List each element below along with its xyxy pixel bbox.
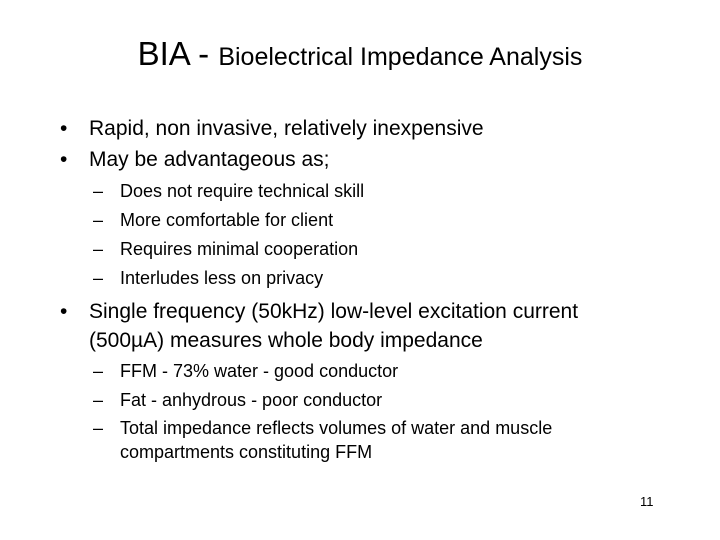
slide-title xyxy=(0,36,720,72)
sub-bullet-text: FFM - 73% water - good conductor xyxy=(120,361,399,381)
sub-bullet-text: Does not require technical skill xyxy=(120,181,365,201)
dash-mark: – xyxy=(93,268,104,288)
bullet-text: Rapid, non invasive, relatively inexpensive xyxy=(89,117,484,140)
dash-mark: – xyxy=(93,210,104,230)
bullet-text-line-1: Single frequency (50kHz) low-level excitation current xyxy=(89,300,579,323)
sub-bullet-text-continuation: compartments constituting FFM xyxy=(120,442,373,462)
title-separator: - xyxy=(188,35,219,72)
dash-mark: – xyxy=(93,361,104,381)
sub-bullet-text: Interludes less on privacy xyxy=(120,268,324,288)
title-full-name: Bioelectrical Impedance Analysis xyxy=(218,43,583,71)
bullet-text: May be advantageous as; xyxy=(89,148,330,171)
bullet-text-line-2: (500µA) measures whole body impedance xyxy=(89,329,483,352)
page-number: 11 xyxy=(640,494,654,509)
bullet-mark: • xyxy=(60,300,68,323)
sub-bullet-text: Fat - anhydrous - poor conductor xyxy=(120,390,383,410)
bullet-mark: • xyxy=(60,148,68,171)
sub-bullet-text: Requires minimal cooperation xyxy=(120,239,359,259)
title-abbreviation: BIA xyxy=(137,35,189,72)
dash-mark: – xyxy=(93,239,104,259)
sub-bullet-text: More comfortable for client xyxy=(120,210,334,230)
bullet-mark: • xyxy=(60,117,68,140)
dash-mark: – xyxy=(93,390,104,410)
dash-mark: – xyxy=(93,418,104,438)
dash-mark: – xyxy=(93,181,104,201)
sub-bullet-text: Total impedance reflects volumes of water and muscle xyxy=(120,418,553,438)
